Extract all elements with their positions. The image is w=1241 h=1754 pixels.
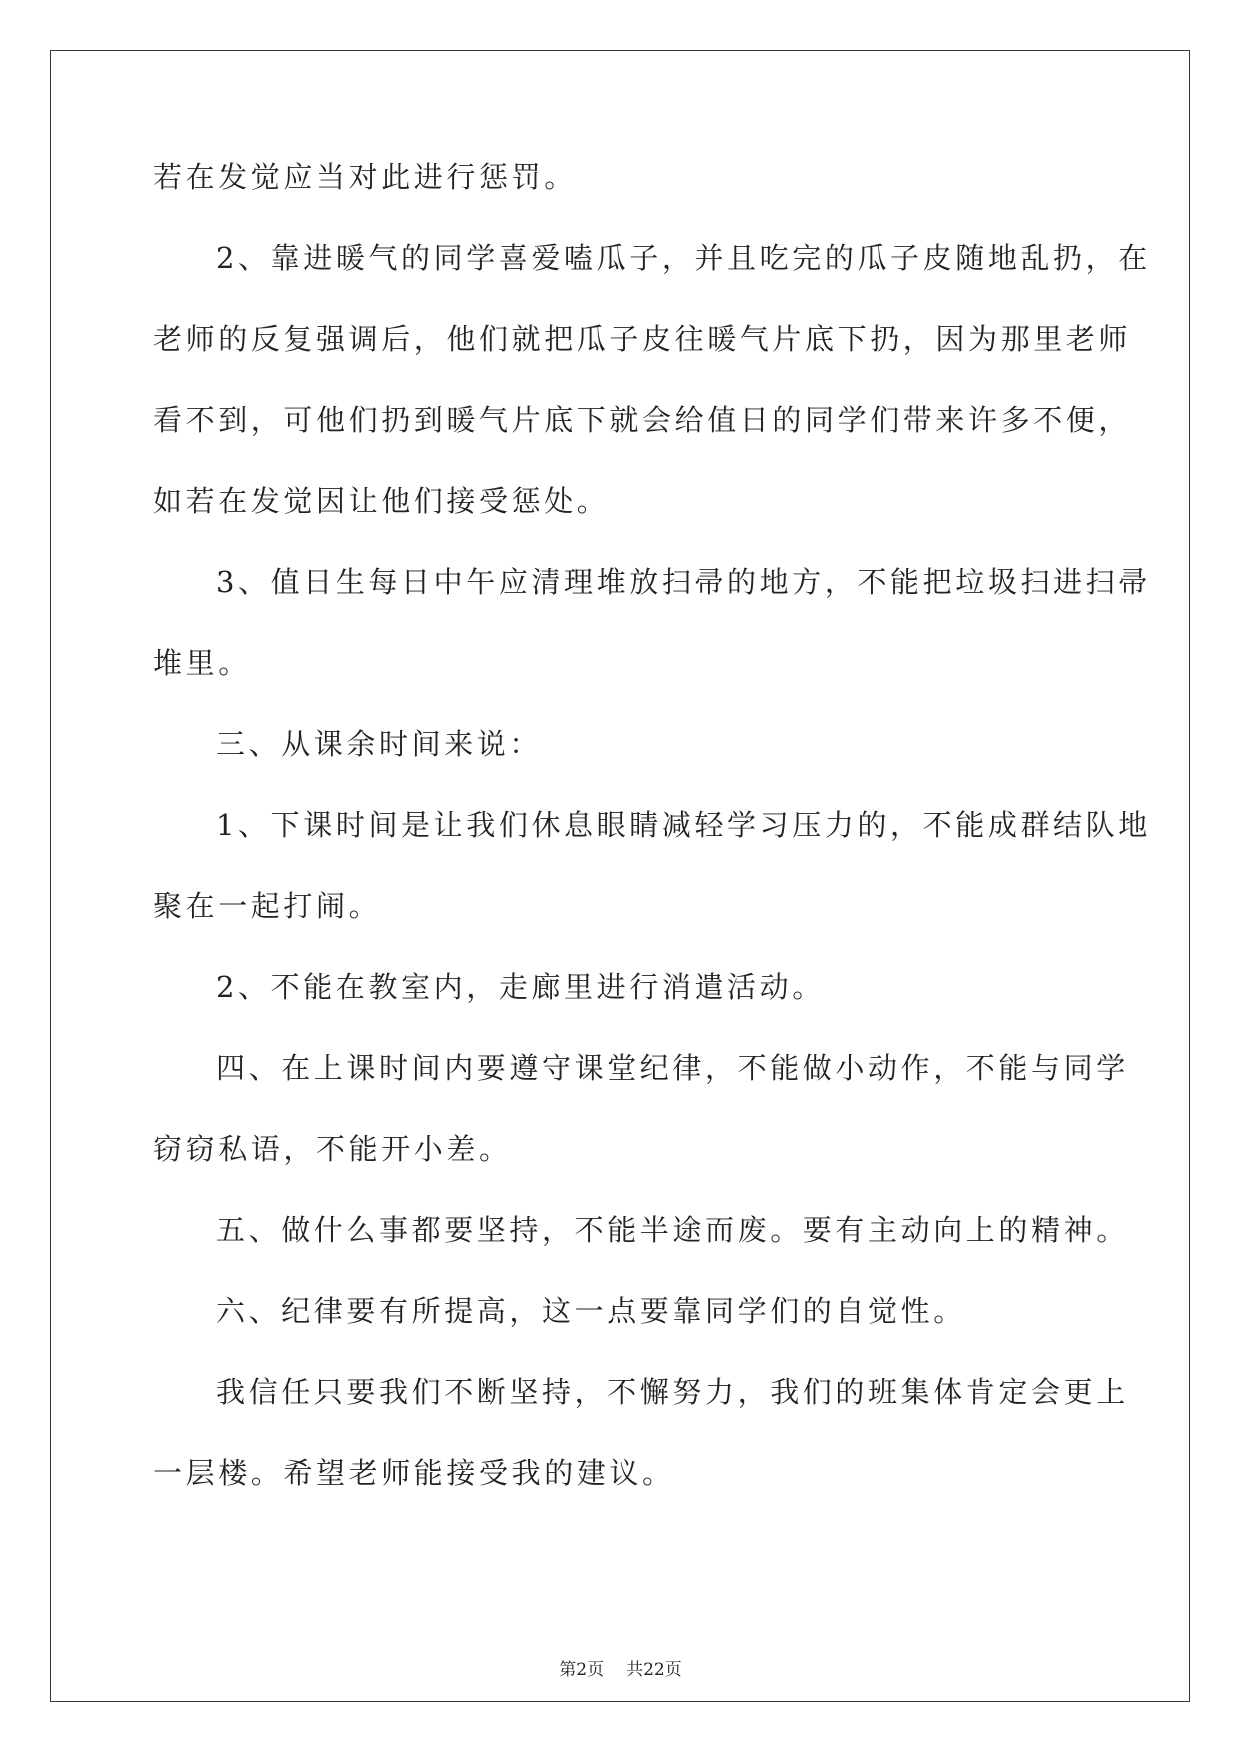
text-line-12: 四、在上课时间内要遵守课堂纪律，不能做小动作，不能与同学 (216, 1051, 1129, 1085)
text-line-6: 3、值日生每日中午应清理堆放扫帚的地方，不能把垃圾扫进扫帚 (216, 565, 1151, 599)
text-line-5: 如若在发觉因让他们接受惩处。 (153, 484, 610, 518)
text-line-1: 若在发觉应当对此进行惩罚。 (153, 160, 577, 194)
text-line-14: 五、做什么事都要坚持，不能半途而废。要有主动向上的精神。 (216, 1213, 1129, 1247)
text-line-15: 六、纪律要有所提高，这一点要靠同学们的自觉性。 (216, 1294, 966, 1328)
text-line-4: 看不到，可他们扔到暖气片底下就会给值日的同学们带来许多不便， (153, 403, 1132, 437)
text-line-17: 一层楼。希望老师能接受我的建议。 (153, 1456, 675, 1490)
page-footer (0, 1655, 1241, 1680)
text-line-3: 老师的反复强调后，他们就把瓜子皮往暖气片底下扔，因为那里老师 (153, 322, 1132, 356)
text-line-10: 聚在一起打闹。 (153, 889, 382, 923)
text-line-2: 2、靠进暖气的同学喜爱嗑瓜子，并且吃完的瓜子皮随地乱扔，在 (216, 241, 1151, 275)
section-heading-3: 三、从课余时间来说： (216, 727, 543, 761)
text-line-7: 堆里。 (153, 646, 251, 680)
page-total: 共22页 (626, 1660, 682, 1680)
page-number: 第2页 (559, 1660, 605, 1680)
document-body (153, 160, 1151, 1540)
text-line-11: 2、不能在教室内，走廊里进行消遣活动。 (216, 970, 825, 1004)
text-line-13: 窃窃私语，不能开小差。 (153, 1132, 512, 1166)
text-line-16: 我信任只要我们不断坚持，不懈努力，我们的班集体肯定会更上 (216, 1375, 1129, 1409)
text-line-9: 1、下课时间是让我们休息眼睛减轻学习压力的，不能成群结队地 (216, 808, 1151, 842)
